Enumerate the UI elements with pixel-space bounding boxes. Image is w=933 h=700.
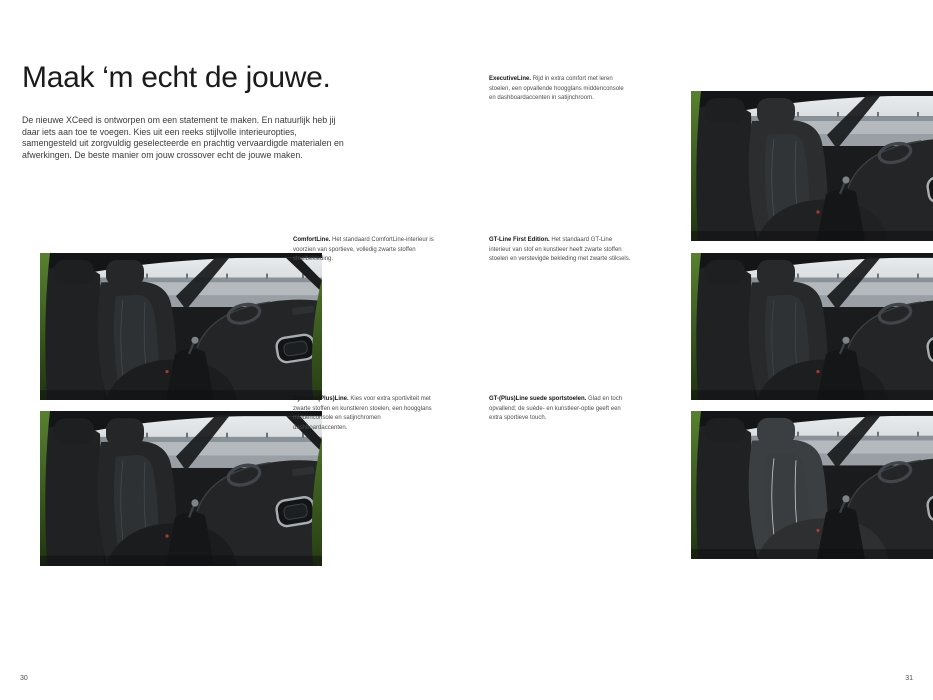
trim-name: ComfortLine. bbox=[293, 237, 331, 243]
caption-comfortline bbox=[293, 236, 436, 265]
caption-gt-line-first-edition bbox=[489, 236, 632, 265]
car-interior-image bbox=[691, 411, 933, 559]
caption-dynamic-plus-line bbox=[293, 395, 436, 433]
photo-comfortline-interior bbox=[40, 253, 322, 400]
trim-description: Glad en toch opvallend; de suède- en kunstleer-optie geeft een extra sportieve touch. bbox=[489, 396, 623, 422]
page-number-right: 31 bbox=[905, 675, 913, 682]
intro-paragraph: De nieuwe XCeed is ontworpen om een statement te maken. En natuurlijk heb jij daar iets aan toe te voegen. Kies uit een reeks stijlvolle interieuropties, samengesteld uit zorgvuldig geselecteerde en prachtig vervaardigde materialen en afwerkingen. De beste manier om jouw crossover echt de jouwe maken. bbox=[22, 115, 344, 161]
car-interior-image bbox=[40, 253, 322, 400]
trim-description: Kies voor extra sportiviteit met zwarte stoffen en kunstleren stoelen, een hoogglans middenconsole en satijnchromen dashboardaccenten. bbox=[293, 396, 432, 431]
car-interior-image bbox=[691, 91, 933, 241]
trim-description: Het standaard ComfortLine-interieur is voorzien van sportieve, volledig zwarte stoffen stoelbekleding. bbox=[293, 237, 434, 263]
trim-name: GT-Line First Edition. bbox=[489, 237, 550, 243]
page-title: Maak ‘m echt de jouwe. bbox=[22, 61, 331, 94]
trim-description: Het standaard GT-Line interieur van stof en kunstleer heeft zwarte stoffen stoelen en verstevigde bekleding met zwarte stiksels. bbox=[489, 237, 631, 263]
trim-name: ExecutiveLine. bbox=[489, 76, 532, 82]
photo-executiveline-interior bbox=[691, 91, 933, 241]
caption-executiveline bbox=[489, 75, 632, 104]
car-interior-image bbox=[40, 411, 322, 566]
photo-dynamic-plus-line-interior bbox=[40, 411, 322, 566]
caption-gt-plus-line bbox=[489, 395, 632, 424]
trim-description: Rijd in extra comfort met leren stoelen, een opvallende hoogglans middenconsole en dashboardaccenten in satijnchroom. bbox=[489, 76, 624, 102]
page-number-left: 30 bbox=[20, 675, 28, 682]
trim-name: GT-(Plus)Line suede sportstoelen. bbox=[489, 396, 587, 402]
photo-gt-line-first-edition-interior bbox=[691, 253, 933, 400]
trim-name: Dynamic(Plus)Line. bbox=[293, 396, 349, 402]
car-interior-image bbox=[691, 253, 933, 400]
photo-gt-plus-line-interior bbox=[691, 411, 933, 559]
